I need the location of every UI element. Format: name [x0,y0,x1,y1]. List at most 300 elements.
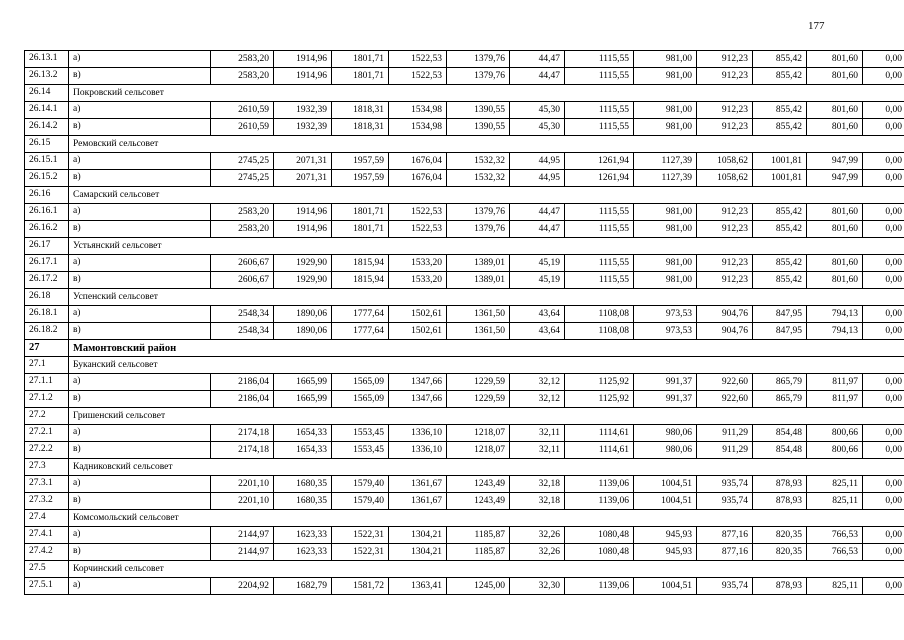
row-code: 27.3.1 [25,476,69,493]
value-cell: 981,00 [634,204,697,221]
value-cell: 1676,04 [389,170,447,187]
value-cell: 44,47 [510,221,565,238]
table-row [25,374,904,391]
value-cell: 1890,06 [274,323,332,340]
value-cell: 1004,51 [634,476,697,493]
value-cell: 912,23 [697,221,753,238]
value-cell: 32,26 [510,527,565,544]
value-cell: 1243,49 [447,476,510,493]
value-cell: 1139,06 [565,493,634,510]
value-cell: 1361,67 [389,493,447,510]
value-cell: 1363,41 [389,578,447,595]
value-cell: 32,18 [510,493,565,510]
value-cell: 801,60 [807,102,863,119]
value-cell: 1654,33 [274,442,332,459]
value-cell: 1390,55 [447,102,510,119]
value-cell: 911,29 [697,425,753,442]
value-cell: 0,00 [863,544,904,561]
value-cell: 1218,07 [447,442,510,459]
value-cell: 854,48 [753,442,807,459]
value-cell: 825,11 [807,476,863,493]
value-cell: 981,00 [634,221,697,238]
row-code: 26.16.1 [25,204,69,221]
value-cell: 1304,21 [389,527,447,544]
value-cell: 981,00 [634,119,697,136]
table-row [25,204,904,221]
value-cell: 2174,18 [211,442,274,459]
table-row [25,272,904,289]
value-cell: 981,00 [634,102,697,119]
value-cell: 794,13 [807,306,863,323]
value-cell: 1654,33 [274,425,332,442]
value-cell: 912,23 [697,255,753,272]
value-cell: 904,76 [697,306,753,323]
page-number: 177 [808,20,825,32]
row-label: а) [69,527,211,544]
value-cell: 855,42 [753,102,807,119]
table-row [25,527,904,544]
value-cell: 32,18 [510,476,565,493]
value-cell: 1801,71 [332,221,389,238]
value-cell: 847,95 [753,323,807,340]
section-header-row [25,357,904,374]
value-cell: 800,66 [807,442,863,459]
value-cell: 2186,04 [211,374,274,391]
value-cell: 1001,81 [753,153,807,170]
value-cell: 1676,04 [389,153,447,170]
value-cell: 912,23 [697,102,753,119]
value-cell: 1890,06 [274,306,332,323]
value-cell: 0,00 [863,51,904,68]
value-cell: 1127,39 [634,170,697,187]
value-cell: 1125,92 [565,391,634,408]
value-cell: 1229,59 [447,391,510,408]
value-cell: 801,60 [807,272,863,289]
value-cell: 0,00 [863,204,904,221]
value-cell: 1185,87 [447,544,510,561]
value-cell: 1347,66 [389,374,447,391]
value-cell: 1532,32 [447,153,510,170]
value-cell: 1522,53 [389,51,447,68]
value-cell: 766,53 [807,544,863,561]
value-cell: 947,99 [807,153,863,170]
value-cell: 911,29 [697,442,753,459]
section-header-row [25,289,904,306]
value-cell: 2548,34 [211,323,274,340]
value-cell: 766,53 [807,527,863,544]
row-label: а) [69,425,211,442]
value-cell: 1801,71 [332,204,389,221]
value-cell: 820,35 [753,527,807,544]
row-label: в) [69,323,211,340]
value-cell: 2610,59 [211,102,274,119]
value-cell: 1553,45 [332,442,389,459]
value-cell: 1581,72 [332,578,389,595]
value-cell: 1815,94 [332,272,389,289]
table-row [25,153,904,170]
value-cell: 32,26 [510,544,565,561]
value-cell: 1777,64 [332,306,389,323]
row-code: 27.1 [25,357,69,374]
value-cell: 980,06 [634,425,697,442]
section-header-row [25,187,904,204]
row-label: а) [69,255,211,272]
value-cell: 1777,64 [332,323,389,340]
value-cell: 2186,04 [211,391,274,408]
value-cell: 1379,76 [447,51,510,68]
value-cell: 0,00 [863,221,904,238]
value-cell: 912,23 [697,68,753,85]
row-code: 27.2 [25,408,69,425]
value-cell: 1579,40 [332,476,389,493]
section-title: Ремовский сельсовет [69,136,904,153]
table-row [25,425,904,442]
value-cell: 855,42 [753,255,807,272]
value-cell: 44,95 [510,170,565,187]
row-label: а) [69,51,211,68]
value-cell: 1139,06 [565,578,634,595]
value-cell: 825,11 [807,493,863,510]
section-header-row [25,238,904,255]
value-cell: 1680,35 [274,476,332,493]
value-cell: 2204,92 [211,578,274,595]
value-cell: 0,00 [863,425,904,442]
row-code: 26.17.1 [25,255,69,272]
value-cell: 794,13 [807,323,863,340]
value-cell: 1815,94 [332,255,389,272]
value-cell: 855,42 [753,272,807,289]
value-cell: 1379,76 [447,68,510,85]
value-cell: 1127,39 [634,153,697,170]
value-cell: 801,60 [807,204,863,221]
value-cell: 981,00 [634,255,697,272]
value-cell: 1347,66 [389,391,447,408]
row-code: 27.5 [25,561,69,578]
row-label: в) [69,544,211,561]
value-cell: 0,00 [863,476,904,493]
value-cell: 945,93 [634,544,697,561]
value-cell: 1336,10 [389,442,447,459]
value-cell: 1682,79 [274,578,332,595]
value-cell: 1534,98 [389,102,447,119]
row-label: а) [69,374,211,391]
value-cell: 991,37 [634,391,697,408]
row-code: 27.3.2 [25,493,69,510]
row-code: 27 [25,340,69,357]
table-row [25,119,904,136]
value-cell: 855,42 [753,221,807,238]
value-cell: 1004,51 [634,578,697,595]
value-cell: 1533,20 [389,272,447,289]
value-cell: 855,42 [753,119,807,136]
value-cell: 801,60 [807,119,863,136]
row-label: а) [69,153,211,170]
row-label: в) [69,119,211,136]
row-code: 26.18.2 [25,323,69,340]
value-cell: 0,00 [863,102,904,119]
value-cell: 825,11 [807,578,863,595]
value-cell: 1502,61 [389,323,447,340]
value-cell: 820,35 [753,544,807,561]
value-cell: 2548,34 [211,306,274,323]
value-cell: 912,23 [697,272,753,289]
value-cell: 0,00 [863,493,904,510]
value-cell: 1818,31 [332,102,389,119]
value-cell: 0,00 [863,68,904,85]
value-cell: 1533,20 [389,255,447,272]
table-row [25,391,904,408]
table-row [25,493,904,510]
row-code: 27.4 [25,510,69,527]
value-cell: 2174,18 [211,425,274,442]
value-cell: 2606,67 [211,272,274,289]
table-row [25,476,904,493]
value-cell: 1389,01 [447,255,510,272]
value-cell: 1801,71 [332,68,389,85]
value-cell: 0,00 [863,527,904,544]
value-cell: 877,16 [697,527,753,544]
value-cell: 1665,99 [274,391,332,408]
value-cell: 2745,25 [211,153,274,170]
value-cell: 1185,87 [447,527,510,544]
value-cell: 1304,21 [389,544,447,561]
row-code: 26.18 [25,289,69,306]
value-cell: 1115,55 [565,221,634,238]
value-cell: 847,95 [753,306,807,323]
value-cell: 947,99 [807,170,863,187]
table-row [25,170,904,187]
value-cell: 1108,08 [565,306,634,323]
value-cell: 1534,98 [389,119,447,136]
section-title: Устьянский сельсовет [69,238,904,255]
value-cell: 44,47 [510,204,565,221]
value-cell: 973,53 [634,323,697,340]
value-cell: 2610,59 [211,119,274,136]
value-cell: 1680,35 [274,493,332,510]
table-row [25,255,904,272]
value-cell: 32,11 [510,442,565,459]
value-cell: 0,00 [863,323,904,340]
value-cell: 1125,92 [565,374,634,391]
section-title: Корчинский сельсовет [69,561,904,578]
row-label: а) [69,204,211,221]
value-cell: 0,00 [863,272,904,289]
value-cell: 1957,59 [332,170,389,187]
section-title: Успенский сельсовет [69,289,904,306]
section-header-row [25,510,904,527]
row-label: а) [69,578,211,595]
row-label: в) [69,68,211,85]
tariff-table [24,50,904,595]
value-cell: 855,42 [753,51,807,68]
row-code: 27.4.1 [25,527,69,544]
row-label: а) [69,476,211,493]
value-cell: 2583,20 [211,68,274,85]
row-code: 26.16 [25,187,69,204]
value-cell: 1522,53 [389,221,447,238]
row-code: 26.16.2 [25,221,69,238]
value-cell: 43,64 [510,323,565,340]
table-row [25,578,904,595]
row-label: в) [69,442,211,459]
value-cell: 912,23 [697,119,753,136]
value-cell: 1243,49 [447,493,510,510]
value-cell: 1553,45 [332,425,389,442]
value-cell: 1114,61 [565,425,634,442]
row-code: 27.2.2 [25,442,69,459]
value-cell: 1108,08 [565,323,634,340]
value-cell: 854,48 [753,425,807,442]
value-cell: 1932,39 [274,119,332,136]
value-cell: 44,47 [510,51,565,68]
value-cell: 912,23 [697,51,753,68]
value-cell: 1914,96 [274,51,332,68]
row-code: 26.14.1 [25,102,69,119]
value-cell: 1565,09 [332,391,389,408]
value-cell: 1361,50 [447,323,510,340]
value-cell: 1080,48 [565,527,634,544]
value-cell: 935,74 [697,578,753,595]
value-cell: 801,60 [807,51,863,68]
value-cell: 1245,00 [447,578,510,595]
value-cell: 800,66 [807,425,863,442]
value-cell: 1058,62 [697,170,753,187]
value-cell: 1932,39 [274,102,332,119]
value-cell: 2583,20 [211,221,274,238]
value-cell: 1929,90 [274,272,332,289]
row-code: 26.13.2 [25,68,69,85]
value-cell: 1114,61 [565,442,634,459]
value-cell: 980,06 [634,442,697,459]
section-header-row [25,85,904,102]
value-cell: 32,12 [510,374,565,391]
value-cell: 45,19 [510,255,565,272]
value-cell: 1115,55 [565,51,634,68]
value-cell: 878,93 [753,578,807,595]
value-cell: 0,00 [863,391,904,408]
section-header-row [25,459,904,476]
value-cell: 855,42 [753,204,807,221]
row-code: 27.3 [25,459,69,476]
value-cell: 1914,96 [274,68,332,85]
row-code: 27.4.2 [25,544,69,561]
value-cell: 2071,31 [274,153,332,170]
value-cell: 878,93 [753,476,807,493]
row-label: а) [69,102,211,119]
row-label: в) [69,170,211,187]
row-label: а) [69,306,211,323]
value-cell: 0,00 [863,374,904,391]
value-cell: 922,60 [697,391,753,408]
section-title: Гришенский сельсовет [69,408,904,425]
value-cell: 1361,67 [389,476,447,493]
value-cell: 0,00 [863,170,904,187]
value-cell: 811,97 [807,374,863,391]
value-cell: 801,60 [807,68,863,85]
value-cell: 981,00 [634,51,697,68]
table-row [25,102,904,119]
value-cell: 2144,97 [211,527,274,544]
value-cell: 1080,48 [565,544,634,561]
value-cell: 0,00 [863,306,904,323]
table-row [25,51,904,68]
value-cell: 922,60 [697,374,753,391]
value-cell: 2583,20 [211,51,274,68]
value-cell: 1665,99 [274,374,332,391]
value-cell: 1361,50 [447,306,510,323]
row-label: в) [69,221,211,238]
value-cell: 973,53 [634,306,697,323]
value-cell: 1139,06 [565,476,634,493]
value-cell: 1389,01 [447,272,510,289]
value-cell: 44,95 [510,153,565,170]
table-row [25,306,904,323]
table-row [25,544,904,561]
value-cell: 1001,81 [753,170,807,187]
section-title: Комсомольский сельсовет [69,510,904,527]
value-cell: 1914,96 [274,204,332,221]
value-cell: 912,23 [697,204,753,221]
row-label: в) [69,493,211,510]
value-cell: 811,97 [807,391,863,408]
value-cell: 32,30 [510,578,565,595]
value-cell: 991,37 [634,374,697,391]
value-cell: 0,00 [863,578,904,595]
value-cell: 45,30 [510,119,565,136]
value-cell: 801,60 [807,255,863,272]
value-cell: 904,76 [697,323,753,340]
value-cell: 1929,90 [274,255,332,272]
value-cell: 1623,33 [274,527,332,544]
row-code: 26.13.1 [25,51,69,68]
section-title: Буканский сельсовет [69,357,904,374]
table-row [25,68,904,85]
value-cell: 865,79 [753,374,807,391]
value-cell: 2201,10 [211,493,274,510]
value-cell: 1522,53 [389,68,447,85]
row-code: 26.15.2 [25,170,69,187]
value-cell: 2583,20 [211,204,274,221]
value-cell: 878,93 [753,493,807,510]
table-row [25,221,904,238]
value-cell: 43,64 [510,306,565,323]
value-cell: 935,74 [697,476,753,493]
value-cell: 2606,67 [211,255,274,272]
section-header-row [25,561,904,578]
row-code: 27.2.1 [25,425,69,442]
value-cell: 981,00 [634,68,697,85]
value-cell: 1502,61 [389,306,447,323]
value-cell: 865,79 [753,391,807,408]
value-cell: 855,42 [753,68,807,85]
row-label: в) [69,391,211,408]
value-cell: 1522,53 [389,204,447,221]
table-row [25,323,904,340]
value-cell: 1115,55 [565,119,634,136]
value-cell: 1115,55 [565,68,634,85]
value-cell: 801,60 [807,221,863,238]
district-header-row [25,340,904,357]
row-label: в) [69,272,211,289]
value-cell: 1229,59 [447,374,510,391]
value-cell: 32,12 [510,391,565,408]
section-header-row [25,408,904,425]
row-code: 26.17.2 [25,272,69,289]
value-cell: 2071,31 [274,170,332,187]
value-cell: 1004,51 [634,493,697,510]
value-cell: 1957,59 [332,153,389,170]
section-title: Покровский сельсовет [69,85,904,102]
